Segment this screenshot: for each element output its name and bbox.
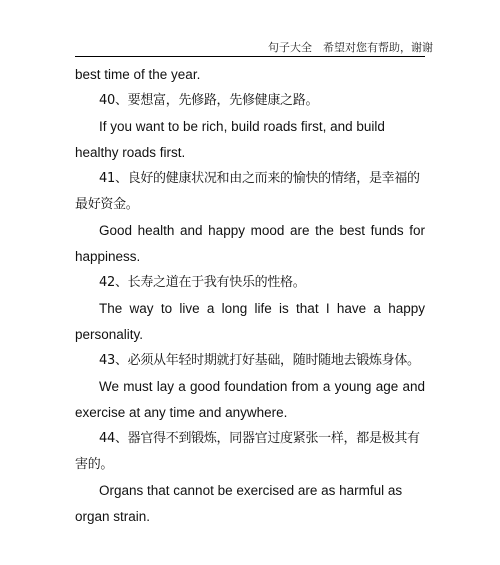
paragraph-continuation: best time of the year. [75,67,201,82]
quote-40-chinese: 40、要想富，先修路，先修健康之路。 [99,93,319,108]
quote-41-chinese: 41、良好的健康状况和由之而来的愉快的情绪，是幸福的最好资金。 [75,171,420,212]
page-header: 句子大全 希望对您有帮助，谢谢 [268,42,433,54]
quote-42-chinese: 42、长寿之道在于我有快乐的性格。 [99,275,306,290]
quote-41-english: Good health and happy mood are the best funds for happiness. [75,223,425,264]
document-body [75,62,425,530]
header-divider [75,56,425,57]
quote-43-english: We must lay a good foundation from a young age and exercise at any time and anywhere. [75,379,425,420]
quote-40-english: If you want to be rich, build roads first, and build healthy roads first. [75,119,385,160]
quote-44-chinese: 44、器官得不到锻炼，同器官过度紧张一样，都是极其有害的。 [75,431,420,472]
quote-42-english: The way to live a long life is that I have a happy personality. [75,301,425,342]
quote-43-chinese: 43、必须从年轻时期就打好基础，随时随地去锻炼身体。 [99,353,420,368]
quote-44-english: Organs that cannot be exercised are as harmful as organ strain. [75,483,403,524]
